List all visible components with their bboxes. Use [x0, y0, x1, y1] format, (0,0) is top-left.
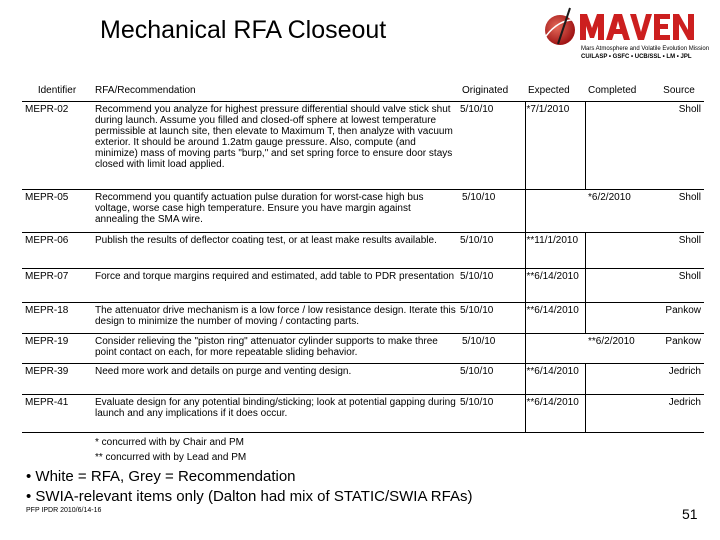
row-recommendation: Recommend you analyze for highest pressure differential should valve stick shut during launch. Assume you filled and closed-off sphere at lowest temperature permissible at launch site, then elevate to Maximum T, then analyze with vacuum exterior. It should be around 1.2atm gauge pressure. Also, compute (and minimize) mass of moving parts "burp," and set spring force to ensure door stays closed with limit load applied.	[95, 104, 453, 170]
row-recommendation: Need more work and details on purge and venting design.	[95, 366, 352, 377]
row-completed	[585, 364, 654, 395]
logo-partners: CU/LASP • GSFC • UCB/SSL • LM • JPL	[581, 54, 692, 60]
row-completed: **6/2/2010	[588, 336, 635, 347]
row-recommendation: Recommend you quantify actuation pulse duration for worst-case high bus voltage, worse case high temperature. Ensure you have margin against annealing the SMA wire.	[95, 192, 424, 225]
row-source: Sholl	[678, 192, 701, 203]
row-completed	[585, 303, 654, 334]
row-completed	[585, 102, 654, 190]
row-source: Pankow	[665, 336, 701, 347]
row-expected: *7/1/2010	[526, 104, 570, 115]
row-originated: 5/10/10	[459, 303, 525, 334]
row-recommendation: Evaluate design for any potential binding/sticking; look at potential gapping during launch and any implications if it does occur.	[95, 397, 456, 419]
row-source: Sholl	[678, 235, 701, 246]
footnote-chair: * concurred with by Chair and PM	[95, 437, 244, 448]
row-originated: 5/10/10	[459, 102, 525, 190]
row-source: Jedrich	[668, 397, 701, 408]
row-expected: **6/14/2010	[526, 271, 579, 282]
row-originated: 5/10/10	[459, 364, 525, 395]
header-completed: Completed	[585, 80, 654, 102]
row-recommendation: Publish the results of deflector coating test, or at least make results available.	[95, 235, 437, 246]
row-completed	[585, 233, 654, 269]
header-originated: Originated	[459, 80, 525, 102]
row-recommendation: Force and torque margins required and estimated, add table to PDR presentation	[95, 271, 455, 282]
row-identifier: MEPR-41	[25, 397, 69, 408]
rfa-table	[22, 80, 704, 433]
page-title: Mechanical RFA Closeout	[100, 16, 387, 44]
row-identifier: MEPR-07	[25, 271, 69, 282]
row-source: Pankow	[665, 305, 701, 316]
row-originated: 5/10/10	[462, 336, 496, 347]
legend-bullet: • White = RFA, Grey = Recommendation	[26, 468, 296, 485]
table-row	[22, 102, 704, 190]
row-originated: 5/10/10	[459, 395, 525, 433]
row-expected: **11/1/2010	[526, 235, 579, 246]
table-row	[22, 395, 704, 433]
row-identifier: MEPR-06	[25, 235, 69, 246]
maven-wordmark	[580, 14, 694, 40]
row-identifier: MEPR-02	[25, 104, 69, 115]
table-row	[22, 364, 704, 395]
header-expected: Expected	[525, 80, 585, 102]
row-completed: *6/2/2010	[588, 192, 631, 203]
row-expected: **6/14/2010	[526, 366, 579, 377]
header-recommendation: RFA/Recommendation	[92, 80, 459, 102]
row-originated: 5/10/10	[459, 233, 525, 269]
table-header-row	[22, 80, 704, 102]
header-source: Source	[654, 80, 704, 102]
header-identifier: Identifier	[22, 80, 92, 102]
logo-tagline: Mars Atmosphere and Volatile Evolution Mission	[581, 46, 710, 52]
maven-logo	[540, 6, 710, 76]
row-source: Sholl	[678, 104, 701, 115]
row-completed	[585, 395, 654, 433]
row-recommendation: Consider relieving the "piston ring" attenuator cylinder supports to make three point contact on each, for more repeatable sliding behavior.	[95, 336, 438, 358]
row-expected	[525, 190, 585, 233]
footer-reference: PFP IPDR 2010/6/14-16	[26, 507, 102, 514]
row-identifier: MEPR-05	[25, 192, 69, 203]
row-expected: **6/14/2010	[526, 305, 579, 316]
row-expected	[525, 334, 585, 364]
row-source: Sholl	[678, 271, 701, 282]
row-recommendation: The attenuator drive mechanism is a low force / low resistance design. Iterate this design to minimize the number of moving / contacting parts.	[95, 305, 456, 327]
table-row	[22, 334, 704, 364]
table-row	[22, 269, 704, 303]
row-originated: 5/10/10	[459, 269, 525, 303]
table-row	[22, 233, 704, 269]
page-number: 51	[682, 506, 698, 522]
row-completed	[585, 269, 654, 303]
row-originated: 5/10/10	[462, 192, 496, 203]
row-expected: **6/14/2010	[526, 397, 579, 408]
scope-bullet: • SWIA-relevant items only (Dalton had mix of STATIC/SWIA RFAs)	[26, 488, 473, 505]
footnote-lead: ** concurred with by Lead and PM	[95, 452, 247, 463]
row-identifier: MEPR-39	[25, 366, 69, 377]
row-identifier: MEPR-18	[25, 305, 69, 316]
table-row	[22, 303, 704, 334]
table-row	[22, 190, 704, 233]
row-source: Jedrich	[668, 366, 701, 377]
row-identifier: MEPR-19	[25, 336, 69, 347]
maven-logo-graphic	[540, 6, 710, 46]
